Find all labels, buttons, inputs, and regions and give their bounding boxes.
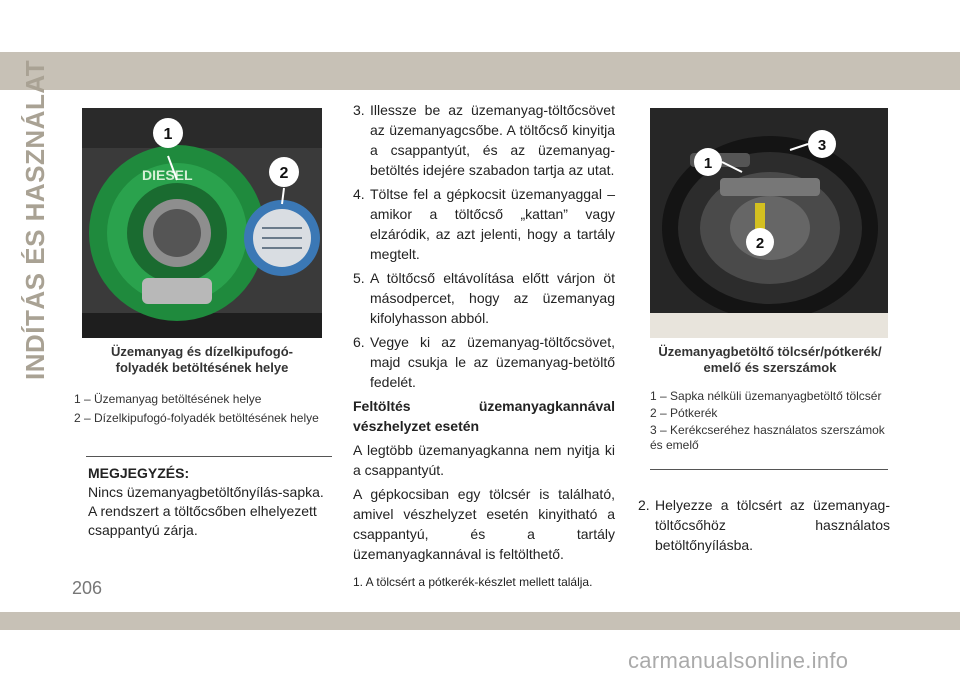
figure2-caption — [640, 344, 900, 376]
step-text: Vegye ki az üzemanyag-töltőcsövet, majd csukja le az üzemanyag-betöltő fedelét. — [370, 334, 615, 390]
figure2-caption-line1: Üzemanyagbetöltő tölcsér/pótkerék/ — [658, 344, 882, 359]
header-rule — [0, 88, 960, 90]
step-item — [638, 495, 890, 555]
figure2-legend-rule — [650, 469, 888, 470]
figure1-caption-line1: Üzemanyag és dízelkipufogó- — [110, 344, 294, 359]
legend-item: 1 – Sapka nélküli üzemanyagbetöltő tölcsér — [650, 389, 882, 403]
legend-item: 3 – Kerékcseréhez használatos szerszámok és emelő — [650, 423, 885, 452]
note-text: Nincs üzemanyagbetöltőnyílás-sapka. A rendszert a töltőcsőben elhelyezett csappantyú zárja. — [88, 484, 324, 538]
marker-3: 3 — [817, 137, 827, 154]
step-text: Helyezze a tölcsért az üzemanyag-töltőcsőhöz használatos betöltőnyílásba. — [655, 497, 890, 553]
figure1-legend — [74, 392, 332, 430]
fuel-filler-photo — [82, 108, 322, 338]
step-number: 2. — [638, 497, 650, 513]
step-number: 6. — [353, 334, 365, 350]
step-item — [353, 100, 615, 180]
section-heading: Feltöltés üzemanyagkannával vészhelyzet esetén — [353, 398, 615, 434]
diesel-cap-text: DIESEL — [142, 167, 193, 183]
figure1-caption-line2: folyadék betöltésének helye — [115, 360, 289, 375]
note-rule — [86, 456, 332, 457]
figure2-legend — [650, 389, 886, 455]
step-number: 5. — [353, 270, 365, 286]
figure1-caption — [82, 344, 322, 376]
step-item — [353, 268, 615, 328]
step-number: 3. — [353, 102, 365, 118]
legend-item: 1 – Üzemanyag betöltésének helye — [74, 392, 262, 406]
legend-item: 2 – Pótkerék — [650, 406, 718, 420]
spare-wheel-illustration — [650, 108, 888, 338]
marker-2: 2 — [755, 235, 765, 252]
instructions-column — [353, 100, 615, 592]
watermark: carmanualsonline.info — [628, 648, 849, 673]
note-title: MEGJEGYZÉS: — [88, 465, 190, 481]
side-section-title: INDÍTÁS ÉS HASZNÁLAT — [20, 59, 50, 380]
note-box — [88, 464, 334, 540]
step-1-text: 1. A tölcsért a pótkerék-készlet mellett találja. — [353, 575, 593, 589]
fuel-filler-illustration — [82, 108, 322, 338]
step-item — [353, 184, 615, 264]
figure2-caption-line2: emelő és szerszámok — [703, 360, 837, 375]
marker-2: 2 — [279, 165, 289, 182]
paragraph: A legtöbb üzemanyagkanna nem nyitja ki a csappantyút. — [353, 442, 615, 478]
step-text: Illessze be az üzemanyag-töltőcsövet az üzemanyagcsőbe. A töltőcső kinyitja a csappantyút, és az üzemanyag-betöltés idejére szabadon tartja az utat. — [370, 102, 615, 178]
footer-band — [0, 612, 960, 630]
step-item — [353, 332, 615, 392]
legend-item: 2 – Dízelkipufogó-folyadék betöltésének helye — [74, 411, 319, 425]
marker-1: 1 — [703, 155, 713, 172]
step-text: Töltse fel a gépkocsit üzemanyaggal – amikor a töltőcső „kattan” vagy elzáródik, az azt jelenti, hogy a tartály megtelt. — [370, 186, 615, 262]
step-text: A töltőcső eltávolítása előtt várjon öt másodpercet, hogy az üzemanyag kifolyhasson abból. — [370, 270, 615, 326]
paragraph: A gépkocsiban egy tölcsér is található, amivel vészhelyzet esetén kinyitható a csappantyú, és a tartály üzemanyagkannával is feltölthető. — [353, 486, 615, 562]
marker-1: 1 — [163, 126, 173, 143]
page-number: 206 — [72, 578, 103, 598]
spare-wheel-photo — [650, 108, 888, 338]
step-number: 4. — [353, 186, 365, 202]
header-band — [0, 52, 960, 88]
